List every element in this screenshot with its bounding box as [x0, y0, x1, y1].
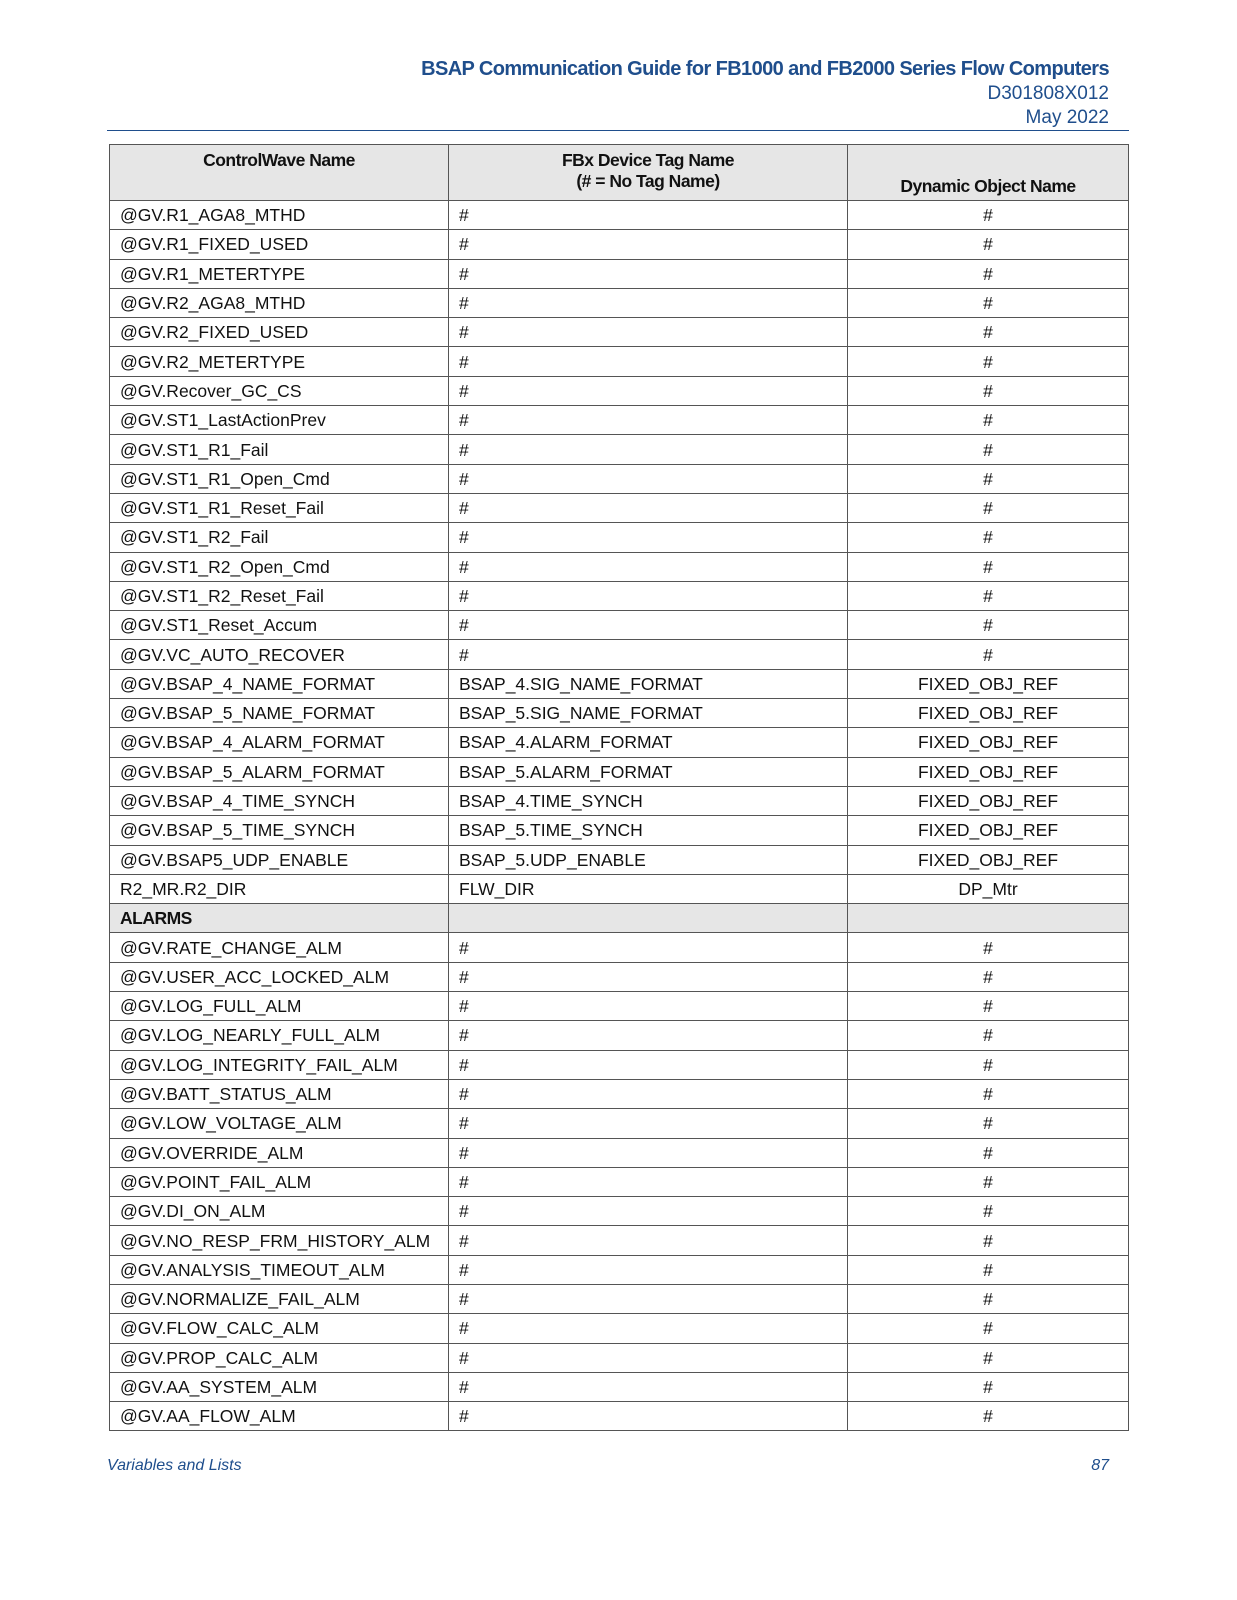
- cell-fbx-device-tag-name: #: [449, 376, 848, 405]
- cell-dynamic-object-name: #: [848, 259, 1129, 288]
- cell-controlwave-name: @GV.BSAP5_UDP_ENABLE: [110, 845, 449, 874]
- cell-fbx-device-tag-name: #: [449, 493, 848, 522]
- cell-dynamic-object-name: #: [848, 1138, 1129, 1167]
- cell-fbx-device-tag-name: BSAP_4.SIG_NAME_FORMAT: [449, 669, 848, 698]
- column-header-label: ControlWave Name: [203, 150, 355, 170]
- cell-dynamic-object-name: #: [848, 992, 1129, 1021]
- table-row: [110, 230, 1129, 259]
- cell-fbx-device-tag-name: #: [449, 435, 848, 464]
- column-header-dynamic-object-name: [848, 145, 1129, 201]
- cell-dynamic-object-name: #: [848, 1372, 1129, 1401]
- page-header: [421, 56, 1109, 130]
- column-header-fbx-device-tag-name: [449, 145, 848, 201]
- cell-controlwave-name: @GV.ST1_LastActionPrev: [110, 406, 449, 435]
- cell-fbx-device-tag-name: #: [449, 523, 848, 552]
- table-row: [110, 493, 1129, 522]
- cell-dynamic-object-name: #: [848, 1079, 1129, 1108]
- table-body: [110, 201, 1129, 1431]
- table-row: [110, 611, 1129, 640]
- cell-dynamic-object-name: #: [848, 318, 1129, 347]
- cell-fbx-device-tag-name: #: [449, 1284, 848, 1313]
- cell-controlwave-name: @GV.AA_SYSTEM_ALM: [110, 1372, 449, 1401]
- cell-controlwave-name: @GV.BSAP_5_NAME_FORMAT: [110, 699, 449, 728]
- cell-controlwave-name: @GV.BSAP_5_TIME_SYNCH: [110, 816, 449, 845]
- cell-fbx-device-tag-name: #: [449, 464, 848, 493]
- cell-dynamic-object-name: #: [848, 1050, 1129, 1079]
- cell-controlwave-name: @GV.NO_RESP_FRM_HISTORY_ALM: [110, 1226, 449, 1255]
- cell-dynamic-object-name: #: [848, 1402, 1129, 1431]
- table-row: [110, 347, 1129, 376]
- cell-controlwave-name: @GV.DI_ON_ALM: [110, 1197, 449, 1226]
- cell-dynamic-object-name: #: [848, 1284, 1129, 1313]
- cell-fbx-device-tag-name: #: [449, 318, 848, 347]
- cell-fbx-device-tag-name: #: [449, 1226, 848, 1255]
- cell-dynamic-object-name: #: [848, 201, 1129, 230]
- table-row: [110, 933, 1129, 962]
- cell-fbx-device-tag-name: BSAP_5.TIME_SYNCH: [449, 816, 848, 845]
- cell-fbx-device-tag-name: #: [449, 259, 848, 288]
- cell-dynamic-object-name: FIXED_OBJ_REF: [848, 757, 1129, 786]
- table-row: [110, 1197, 1129, 1226]
- cell-fbx-device-tag-name: #: [449, 1138, 848, 1167]
- cell-controlwave-name: @GV.R1_AGA8_MTHD: [110, 201, 449, 230]
- table-row: [110, 1109, 1129, 1138]
- cell-dynamic-object-name: #: [848, 288, 1129, 317]
- variables-table: [109, 144, 1129, 1431]
- cell-fbx-device-tag-name: #: [449, 406, 848, 435]
- cell-fbx-device-tag-name: BSAP_5.SIG_NAME_FORMAT: [449, 699, 848, 728]
- cell-fbx-device-tag-name: #: [449, 1402, 848, 1431]
- cell-controlwave-name: @GV.ST1_R2_Open_Cmd: [110, 552, 449, 581]
- table-header-row: [110, 145, 1129, 201]
- table-row: [110, 1167, 1129, 1196]
- cell-controlwave-name: @GV.ANALYSIS_TIMEOUT_ALM: [110, 1255, 449, 1284]
- cell-fbx-device-tag-name: #: [449, 1050, 848, 1079]
- cell-dynamic-object-name: #: [848, 523, 1129, 552]
- cell-controlwave-name: @GV.LOW_VOLTAGE_ALM: [110, 1109, 449, 1138]
- cell-fbx-device-tag-name: BSAP_5.ALARM_FORMAT: [449, 757, 848, 786]
- table-row: [110, 406, 1129, 435]
- header-divider: [107, 130, 1129, 131]
- cell-fbx-device-tag-name: #: [449, 1255, 848, 1284]
- cell-dynamic-object-name: #: [848, 1197, 1129, 1226]
- document-date: May 2022: [1025, 107, 1109, 128]
- document-title: BSAP Communication Guide for FB1000 and FB2000 Series Flow Computers: [421, 58, 1109, 80]
- cell-controlwave-name: @GV.Recover_GC_CS: [110, 376, 449, 405]
- cell-dynamic-object-name: #: [848, 1109, 1129, 1138]
- cell-fbx-device-tag-name: #: [449, 1197, 848, 1226]
- table-row: [110, 1314, 1129, 1343]
- cell-controlwave-name: @GV.OVERRIDE_ALM: [110, 1138, 449, 1167]
- cell-dynamic-object-name: #: [848, 493, 1129, 522]
- cell-controlwave-name: @GV.R2_AGA8_MTHD: [110, 288, 449, 317]
- cell-controlwave-name: R2_MR.R2_DIR: [110, 874, 449, 903]
- column-header-sublabel: (# = No Tag Name): [576, 171, 720, 191]
- cell-dynamic-object-name: #: [848, 376, 1129, 405]
- table-row: [110, 1402, 1129, 1431]
- cell-fbx-device-tag-name: BSAP_5.UDP_ENABLE: [449, 845, 848, 874]
- table-row: [110, 259, 1129, 288]
- cell-fbx-device-tag-name: BSAP_4.TIME_SYNCH: [449, 786, 848, 815]
- table-row: [110, 523, 1129, 552]
- cell-fbx-device-tag-name: #: [449, 933, 848, 962]
- table-row: [110, 699, 1129, 728]
- cell-controlwave-name: @GV.USER_ACC_LOCKED_ALM: [110, 962, 449, 991]
- cell-fbx-device-tag-name: BSAP_4.ALARM_FORMAT: [449, 728, 848, 757]
- cell-dynamic-object-name: #: [848, 1343, 1129, 1372]
- cell-controlwave-name: @GV.ST1_Reset_Accum: [110, 611, 449, 640]
- cell-fbx-device-tag-name: #: [449, 1343, 848, 1372]
- cell-controlwave-name: @GV.PROP_CALC_ALM: [110, 1343, 449, 1372]
- table-row: [110, 757, 1129, 786]
- document-number: D301808X012: [987, 83, 1109, 104]
- cell-controlwave-name: @GV.BSAP_5_ALARM_FORMAT: [110, 757, 449, 786]
- cell-dynamic-object-name: FIXED_OBJ_REF: [848, 728, 1129, 757]
- cell-dynamic-object-name: #: [848, 1167, 1129, 1196]
- cell-fbx-device-tag-name: #: [449, 992, 848, 1021]
- cell-controlwave-name: ALARMS: [110, 904, 449, 933]
- cell-dynamic-object-name: #: [848, 464, 1129, 493]
- footer-section-name: Variables and Lists: [107, 1457, 242, 1474]
- cell-fbx-device-tag-name: #: [449, 230, 848, 259]
- table-row: [110, 1138, 1129, 1167]
- cell-fbx-device-tag-name: #: [449, 1079, 848, 1108]
- cell-controlwave-name: @GV.ST1_R2_Fail: [110, 523, 449, 552]
- cell-dynamic-object-name: FIXED_OBJ_REF: [848, 669, 1129, 698]
- table-row: [110, 288, 1129, 317]
- cell-controlwave-name: @GV.R1_FIXED_USED: [110, 230, 449, 259]
- table-row: [110, 728, 1129, 757]
- table-row: [110, 669, 1129, 698]
- table-row: [110, 1226, 1129, 1255]
- cell-dynamic-object-name: #: [848, 581, 1129, 610]
- cell-controlwave-name: @GV.ST1_R1_Open_Cmd: [110, 464, 449, 493]
- cell-fbx-device-tag-name: #: [449, 1021, 848, 1050]
- table-row: [110, 581, 1129, 610]
- cell-controlwave-name: @GV.ST1_R1_Fail: [110, 435, 449, 464]
- section-header-row: [110, 904, 1129, 933]
- table-row: [110, 1284, 1129, 1313]
- column-header-controlwave-name: [110, 145, 449, 201]
- table-row: [110, 1079, 1129, 1108]
- cell-dynamic-object-name: #: [848, 962, 1129, 991]
- table-row: [110, 1255, 1129, 1284]
- cell-controlwave-name: @GV.RATE_CHANGE_ALM: [110, 933, 449, 962]
- cell-fbx-device-tag-name: #: [449, 201, 848, 230]
- table-row: [110, 376, 1129, 405]
- cell-dynamic-object-name: FIXED_OBJ_REF: [848, 816, 1129, 845]
- cell-dynamic-object-name: #: [848, 1226, 1129, 1255]
- cell-dynamic-object-name: #: [848, 1314, 1129, 1343]
- cell-dynamic-object-name: #: [848, 1255, 1129, 1284]
- cell-fbx-device-tag-name: #: [449, 1372, 848, 1401]
- cell-dynamic-object-name: FIXED_OBJ_REF: [848, 786, 1129, 815]
- cell-dynamic-object-name: #: [848, 230, 1129, 259]
- cell-controlwave-name: @GV.BATT_STATUS_ALM: [110, 1079, 449, 1108]
- cell-fbx-device-tag-name: FLW_DIR: [449, 874, 848, 903]
- cell-controlwave-name: @GV.POINT_FAIL_ALM: [110, 1167, 449, 1196]
- cell-fbx-device-tag-name: #: [449, 347, 848, 376]
- cell-dynamic-object-name: #: [848, 611, 1129, 640]
- cell-controlwave-name: @GV.LOG_INTEGRITY_FAIL_ALM: [110, 1050, 449, 1079]
- table-row: [110, 435, 1129, 464]
- column-header-label: Dynamic Object Name: [900, 176, 1076, 196]
- cell-fbx-device-tag-name: #: [449, 1314, 848, 1343]
- cell-dynamic-object-name: #: [848, 1021, 1129, 1050]
- cell-fbx-device-tag-name: #: [449, 640, 848, 669]
- cell-dynamic-object-name: DP_Mtr: [848, 874, 1129, 903]
- cell-dynamic-object-name: FIXED_OBJ_REF: [848, 699, 1129, 728]
- cell-controlwave-name: @GV.BSAP_4_NAME_FORMAT: [110, 669, 449, 698]
- cell-dynamic-object-name: #: [848, 406, 1129, 435]
- cell-controlwave-name: @GV.LOG_FULL_ALM: [110, 992, 449, 1021]
- cell-controlwave-name: @GV.ST1_R2_Reset_Fail: [110, 581, 449, 610]
- cell-dynamic-object-name: #: [848, 347, 1129, 376]
- table-row: [110, 1021, 1129, 1050]
- cell-fbx-device-tag-name: #: [449, 962, 848, 991]
- table-row: [110, 992, 1129, 1021]
- table-row: [110, 786, 1129, 815]
- cell-controlwave-name: @GV.R2_FIXED_USED: [110, 318, 449, 347]
- cell-dynamic-object-name: #: [848, 552, 1129, 581]
- cell-controlwave-name: @GV.FLOW_CALC_ALM: [110, 1314, 449, 1343]
- table-row: [110, 552, 1129, 581]
- cell-controlwave-name: @GV.AA_FLOW_ALM: [110, 1402, 449, 1431]
- cell-fbx-device-tag-name: #: [449, 552, 848, 581]
- cell-controlwave-name: @GV.ST1_R1_Reset_Fail: [110, 493, 449, 522]
- cell-fbx-device-tag-name: [449, 904, 848, 933]
- table-row: [110, 816, 1129, 845]
- table-row: [110, 464, 1129, 493]
- cell-fbx-device-tag-name: #: [449, 1109, 848, 1138]
- cell-controlwave-name: @GV.R2_METERTYPE: [110, 347, 449, 376]
- cell-fbx-device-tag-name: #: [449, 611, 848, 640]
- table-row: [110, 1050, 1129, 1079]
- footer-page-number: 87: [1091, 1457, 1109, 1474]
- cell-dynamic-object-name: #: [848, 640, 1129, 669]
- table-row: [110, 1372, 1129, 1401]
- cell-controlwave-name: @GV.R1_METERTYPE: [110, 259, 449, 288]
- cell-fbx-device-tag-name: #: [449, 288, 848, 317]
- table-row: [110, 318, 1129, 347]
- cell-dynamic-object-name: #: [848, 933, 1129, 962]
- column-header-label: FBx Device Tag Name: [561, 150, 735, 170]
- table-row: [110, 845, 1129, 874]
- cell-dynamic-object-name: [848, 904, 1129, 933]
- table-row: [110, 201, 1129, 230]
- cell-dynamic-object-name: FIXED_OBJ_REF: [848, 845, 1129, 874]
- table-row: [110, 640, 1129, 669]
- cell-controlwave-name: @GV.NORMALIZE_FAIL_ALM: [110, 1284, 449, 1313]
- cell-controlwave-name: @GV.LOG_NEARLY_FULL_ALM: [110, 1021, 449, 1050]
- table-row: [110, 874, 1129, 903]
- table-row: [110, 962, 1129, 991]
- cell-controlwave-name: @GV.BSAP_4_ALARM_FORMAT: [110, 728, 449, 757]
- cell-fbx-device-tag-name: #: [449, 581, 848, 610]
- cell-dynamic-object-name: #: [848, 435, 1129, 464]
- cell-fbx-device-tag-name: #: [449, 1167, 848, 1196]
- table-row: [110, 1343, 1129, 1372]
- cell-controlwave-name: @GV.BSAP_4_TIME_SYNCH: [110, 786, 449, 815]
- cell-controlwave-name: @GV.VC_AUTO_RECOVER: [110, 640, 449, 669]
